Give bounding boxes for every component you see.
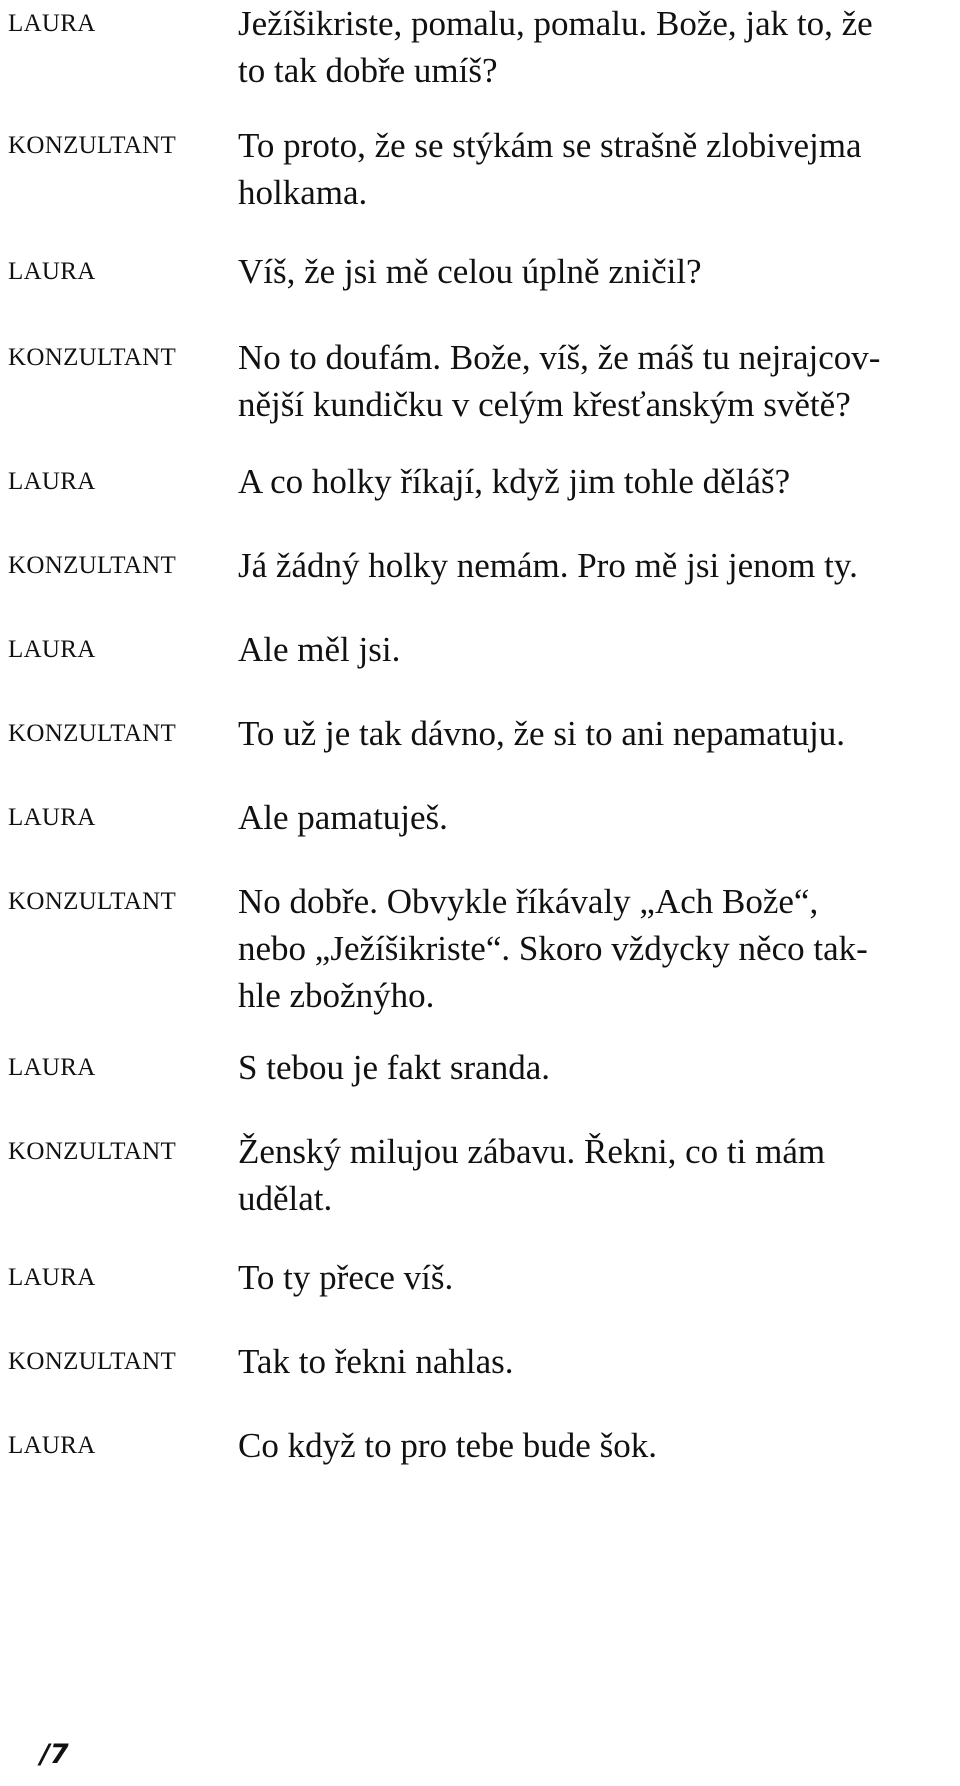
speaker-name: KONZULTANT: [8, 552, 177, 579]
dialogue-text-line: Co když to pro tebe bude šok.: [238, 1426, 657, 1465]
speaker-name: KONZULTANT: [8, 1138, 177, 1165]
dialogue-text-line: Tak to řekni nahlas.: [238, 1342, 514, 1381]
dialogue-text: [238, 1044, 948, 1091]
dialogue-text: [238, 334, 948, 428]
dialogue-line: [8, 878, 948, 1019]
dialogue-text-line: to tak dobře umíš?: [238, 51, 498, 90]
dialogue-text-line: hle zbožnýho.: [238, 976, 435, 1015]
dialogue-line: [8, 1044, 948, 1091]
dialogue-text-line: No to doufám. Bože, víš, že máš tu nejrajcov-: [238, 338, 881, 377]
speaker-name: LAURA: [8, 636, 96, 663]
dialogue-text: [238, 0, 948, 94]
dialogue-line: [8, 794, 948, 841]
dialogue-text-line: Ježíšikriste, pomalu, pomalu. Bože, jak to, že: [238, 4, 873, 43]
dialogue-text: [238, 794, 948, 841]
dialogue-line: [8, 1254, 948, 1301]
speaker-name: LAURA: [8, 804, 96, 831]
dialogue-line: [8, 1422, 948, 1469]
dialogue-text: [238, 1422, 948, 1469]
dialogue-text: [238, 1128, 948, 1222]
dialogue-line: [8, 710, 948, 757]
dialogue-text: [238, 248, 948, 295]
dialogue-text: [238, 626, 948, 673]
dialogue-text-line: nebo „Ježíšikriste“. Skoro vždycky něco tak-: [238, 929, 868, 968]
speaker-name: LAURA: [8, 1432, 96, 1459]
dialogue-text-line: To ty přece víš.: [238, 1258, 454, 1297]
dialogue-line: [8, 1338, 948, 1385]
dialogue-line: [8, 542, 948, 589]
page-number: /7: [40, 1739, 69, 1770]
dialogue-text-line: nější kundičku v celým křesťanským světě?: [238, 385, 851, 424]
dialogue-text: [238, 1254, 948, 1301]
dialogue-text: [238, 710, 948, 757]
dialogue-text-line: No dobře. Obvykle říkávaly „Ach Bože“,: [238, 882, 819, 921]
dialogue-text-line: holkama.: [238, 173, 368, 212]
dialogue-text-line: To proto, že se stýkám se strašně zlobivejma: [238, 126, 862, 165]
dialogue-text: [238, 1338, 948, 1385]
dialogue-text-line: Víš, že jsi mě celou úplně zničil?: [238, 252, 702, 291]
dialogue-text-line: S tebou je fakt sranda.: [238, 1048, 550, 1087]
speaker-name: KONZULTANT: [8, 1348, 177, 1375]
speaker-name: KONZULTANT: [8, 720, 177, 747]
dialogue-line: [8, 0, 948, 94]
speaker-name: KONZULTANT: [8, 132, 177, 159]
dialogue-text-line: Ale pamatuješ.: [238, 798, 448, 837]
speaker-name: LAURA: [8, 10, 96, 37]
speaker-name: LAURA: [8, 1054, 96, 1081]
dialogue-text: [238, 122, 948, 216]
dialogue-text: [238, 458, 948, 505]
dialogue-text-line: Ale měl jsi.: [238, 630, 401, 669]
dialogue-line: [8, 248, 948, 295]
speaker-name: LAURA: [8, 468, 96, 495]
dialogue-line: [8, 122, 948, 216]
dialogue-text: [238, 878, 948, 1019]
dialogue-text-line: udělat.: [238, 1179, 333, 1218]
dialogue-line: [8, 626, 948, 673]
dialogue-text-line: Ženský milujou zábavu. Řekni, co ti mám: [238, 1132, 826, 1171]
dialogue-line: [8, 334, 948, 428]
dialogue-text-line: To už je tak dávno, že si to ani nepamatuju.: [238, 714, 845, 753]
speaker-name: LAURA: [8, 1264, 96, 1291]
dialogue-text-line: Já žádný holky nemám. Pro mě jsi jenom ty.: [238, 546, 858, 585]
speaker-name: LAURA: [8, 258, 96, 285]
dialogue-line: [8, 458, 948, 505]
speaker-name: KONZULTANT: [8, 888, 177, 915]
dialogue-text-line: A co holky říkají, když jim tohle děláš?: [238, 462, 791, 501]
dialogue-line: [8, 1128, 948, 1222]
speaker-name: KONZULTANT: [8, 344, 177, 371]
dialogue-text: [238, 542, 948, 589]
